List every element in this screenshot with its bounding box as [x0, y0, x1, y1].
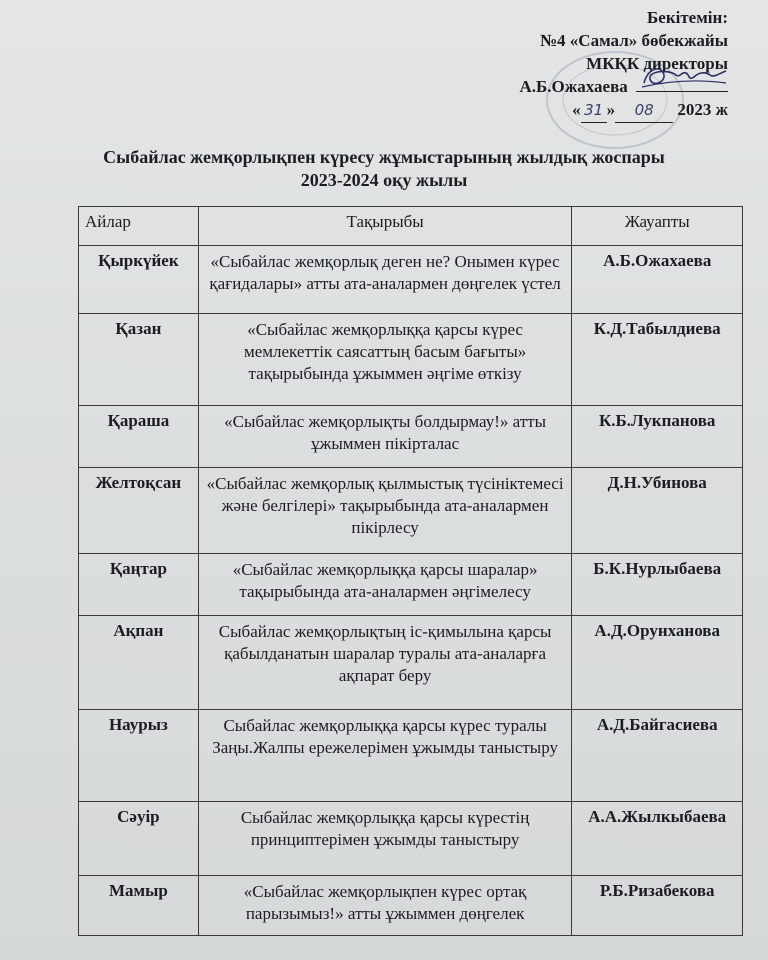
responsible-cell: А.А.Жылкыбаева	[572, 802, 743, 876]
topic-cell: «Сыбайлас жемқорлық қылмыстық түсініктемесі және белгілері» тақырыбында ата-аналармен пікірлесу	[198, 468, 572, 554]
responsible-cell: А.Д.Орунханова	[572, 616, 743, 710]
responsible-cell: К.Д.Табылдиева	[572, 314, 743, 406]
signature	[636, 75, 728, 92]
header-month: Айлар	[79, 207, 199, 246]
date-month: 08	[615, 99, 673, 123]
topic-cell: «Сыбайлас жемқорлық деген не? Онымен күрес қағидалары» атты ата-аналармен дөңгелек үстел	[198, 246, 572, 314]
topic-cell: «Сыбайлас жемқорлыққа қарсы шаралар» тақырыбында ата-аналармен әңгімелесу	[198, 554, 572, 616]
approval-org: №4 «Самал» бөбекжайы	[539, 31, 728, 50]
table-row	[79, 468, 743, 554]
table-row	[79, 314, 743, 406]
responsible-cell: К.Б.Лукпанова	[572, 406, 743, 468]
title-line-2: 2023-2024 оқу жылы	[300, 170, 468, 190]
date-year: 2023 ж	[677, 100, 728, 119]
date-day: 31	[581, 99, 607, 123]
responsible-cell: Д.Н.Убинова	[572, 468, 743, 554]
month-cell: Желтоқсан	[79, 468, 199, 554]
topic-cell: Сыбайлас жемқорлыққа қарсы күрес туралы Заңы.Жалпы ережелерімен ұжымды таныстыру	[198, 710, 572, 802]
title-line-1: Сыбайлас жемқорлықпен күресу жұмыстарының жылдық жоспары	[103, 147, 665, 167]
responsible-cell: А.Б.Ожахаева	[572, 246, 743, 314]
approval-name: А.Б.Ожахаева	[519, 77, 628, 96]
month-cell: Ақпан	[79, 616, 199, 710]
responsible-cell: Р.Б.Ризабекова	[572, 876, 743, 936]
month-cell: Қаңтар	[79, 554, 199, 616]
table-row	[79, 246, 743, 314]
month-cell: Сәуір	[79, 802, 199, 876]
plan-table	[78, 206, 743, 936]
responsible-cell: А.Д.Байгасиева	[572, 710, 743, 802]
table-header-row	[79, 207, 743, 246]
signature-scribble-icon	[638, 61, 728, 93]
document-title	[0, 146, 768, 192]
table-row	[79, 710, 743, 802]
approval-date-line	[428, 98, 728, 123]
table-row	[79, 616, 743, 710]
topic-cell: Сыбайлас жемқорлыққа қарсы күрестің принциптерімен ұжымды таныстыру	[198, 802, 572, 876]
responsible-cell: Б.К.Нурлыбаева	[572, 554, 743, 616]
topic-cell: «Сыбайлас жемқорлықпен күрес ортақ парызымыз!» атты ұжыммен дөңгелек	[198, 876, 572, 936]
topic-cell: «Сыбайлас жемқорлыққа қарсы күрес мемлекеттік саясаттың басым бағыты» тақырыбында ұжыммен әңгіме өткізу	[198, 314, 572, 406]
table-row	[79, 802, 743, 876]
approval-heading: Бекітемін:	[647, 8, 728, 27]
header-responsible: Жауапты	[572, 207, 743, 246]
approval-name-line	[428, 75, 728, 98]
approval-position: МКҚК директоры	[586, 54, 728, 73]
topic-cell: Сыбайлас жемқорлықтың іс-қимылына қарсы қабылданатын шаралар туралы ата-аналарға ақпарат беру	[198, 616, 572, 710]
header-topic: Тақырыбы	[198, 207, 572, 246]
month-cell: Қазан	[79, 314, 199, 406]
date-quote-close: »	[606, 100, 616, 119]
approval-block	[428, 6, 728, 123]
topic-cell: «Сыбайлас жемқорлықты болдырмау!» атты ұжыммен пікірталас	[198, 406, 572, 468]
table-row	[79, 406, 743, 468]
month-cell: Қыркүйек	[79, 246, 199, 314]
date-quote-open: «	[572, 100, 581, 119]
month-cell: Наурыз	[79, 710, 199, 802]
table-row	[79, 554, 743, 616]
month-cell: Қараша	[79, 406, 199, 468]
month-cell: Мамыр	[79, 876, 199, 936]
table-row	[79, 876, 743, 936]
